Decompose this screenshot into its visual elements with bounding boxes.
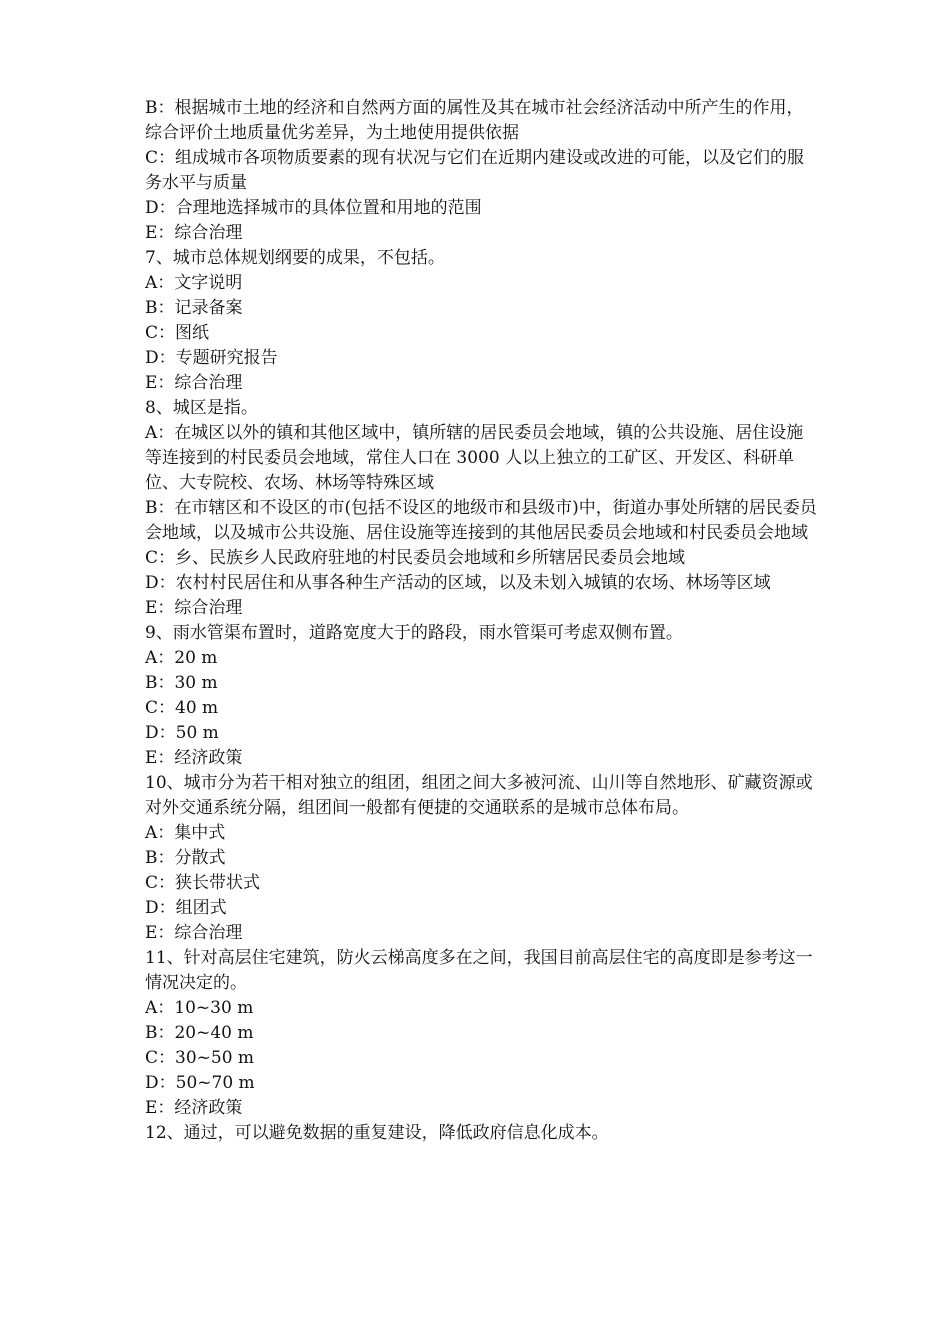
option-text: A：在城区以外的镇和其他区域中，镇所辖的居民委员会地域，镇的公共设施、居住设施等连接到的村民委员会地域，常住人口在 3000 人以上独立的工矿区、开发区、科研单位、大专院校、农场、林场等特殊区域	[145, 423, 804, 493]
question-text: 8、城区是指。	[145, 398, 258, 418]
option-text: B：20~40 m	[145, 1023, 254, 1043]
option-text: C：狭长带状式	[145, 873, 261, 893]
option-text: E：综合治理	[145, 923, 243, 943]
option-text: A：集中式	[145, 823, 226, 843]
question-text: 12、通过，可以避免数据的重复建设，降低政府信息化成本。	[145, 1123, 609, 1143]
option-text: B：根据城市土地的经济和自然两方面的属性及其在城市社会经济活动中所产生的作用，综合评价土地质量优劣差异，为土地使用提供依据	[145, 98, 804, 143]
option-text: E：经济政策	[145, 748, 243, 768]
option-text: B：记录备案	[145, 298, 243, 318]
question-text: 7、城市总体规划纲要的成果，不包括。	[145, 248, 445, 268]
option-text: B：30 m	[145, 673, 218, 693]
option-text: E：综合治理	[145, 598, 243, 618]
option-text: D：农村村民居住和从事各种生产活动的区域，以及未划入城镇的农场、林场等区域	[145, 573, 771, 593]
option-text: C：组成城市各项物质要素的现有状况与它们在近期内建设或改进的可能，以及它们的服务水平与质量	[145, 148, 805, 193]
option-text: A：文字说明	[145, 273, 243, 293]
question-text: 9、雨水管渠布置时，道路宽度大于的路段，雨水管渠可考虑双侧布置。	[145, 623, 683, 643]
option-text: E：经济政策	[145, 1098, 243, 1118]
option-text: E：综合治理	[145, 223, 243, 243]
option-text: A：10~30 m	[145, 998, 254, 1018]
option-text: E：综合治理	[145, 373, 243, 393]
option-text: A：20 m	[145, 648, 218, 668]
option-text: D：50 m	[145, 723, 219, 743]
option-text: D：合理地选择城市的具体位置和用地的范围	[145, 198, 482, 218]
option-text: B：分散式	[145, 848, 226, 868]
option-text: C：乡、民族乡人民政府驻地的村民委员会地域和乡所辖居民委员会地域	[145, 548, 686, 568]
document-page	[145, 96, 817, 1146]
question-text: 10、城市分为若干相对独立的组团，组团之间大多被河流、山川等自然地形、矿藏资源或对外交通系统分隔，组团间一般都有便捷的交通联系的是城市总体布局。	[145, 773, 813, 818]
question-text: 11、针对高层住宅建筑，防火云梯高度多在之间，我国目前高层住宅的高度即是参考这一情况决定的。	[145, 948, 813, 993]
option-text: D：组团式	[145, 898, 227, 918]
option-text: B：在市辖区和不设区的市(包括不设区的地级市和县级市)中，街道办事处所辖的居民委员会地域，以及城市公共设施、居住设施等连接到的其他居民委员会地域和村民委员会地域	[145, 498, 817, 543]
option-text: C：40 m	[145, 698, 219, 718]
option-text: D：专题研究报告	[145, 348, 278, 368]
option-text: D：50~70 m	[145, 1073, 255, 1093]
option-text: C：30~50 m	[145, 1048, 255, 1068]
option-text: C：图纸	[145, 323, 210, 343]
